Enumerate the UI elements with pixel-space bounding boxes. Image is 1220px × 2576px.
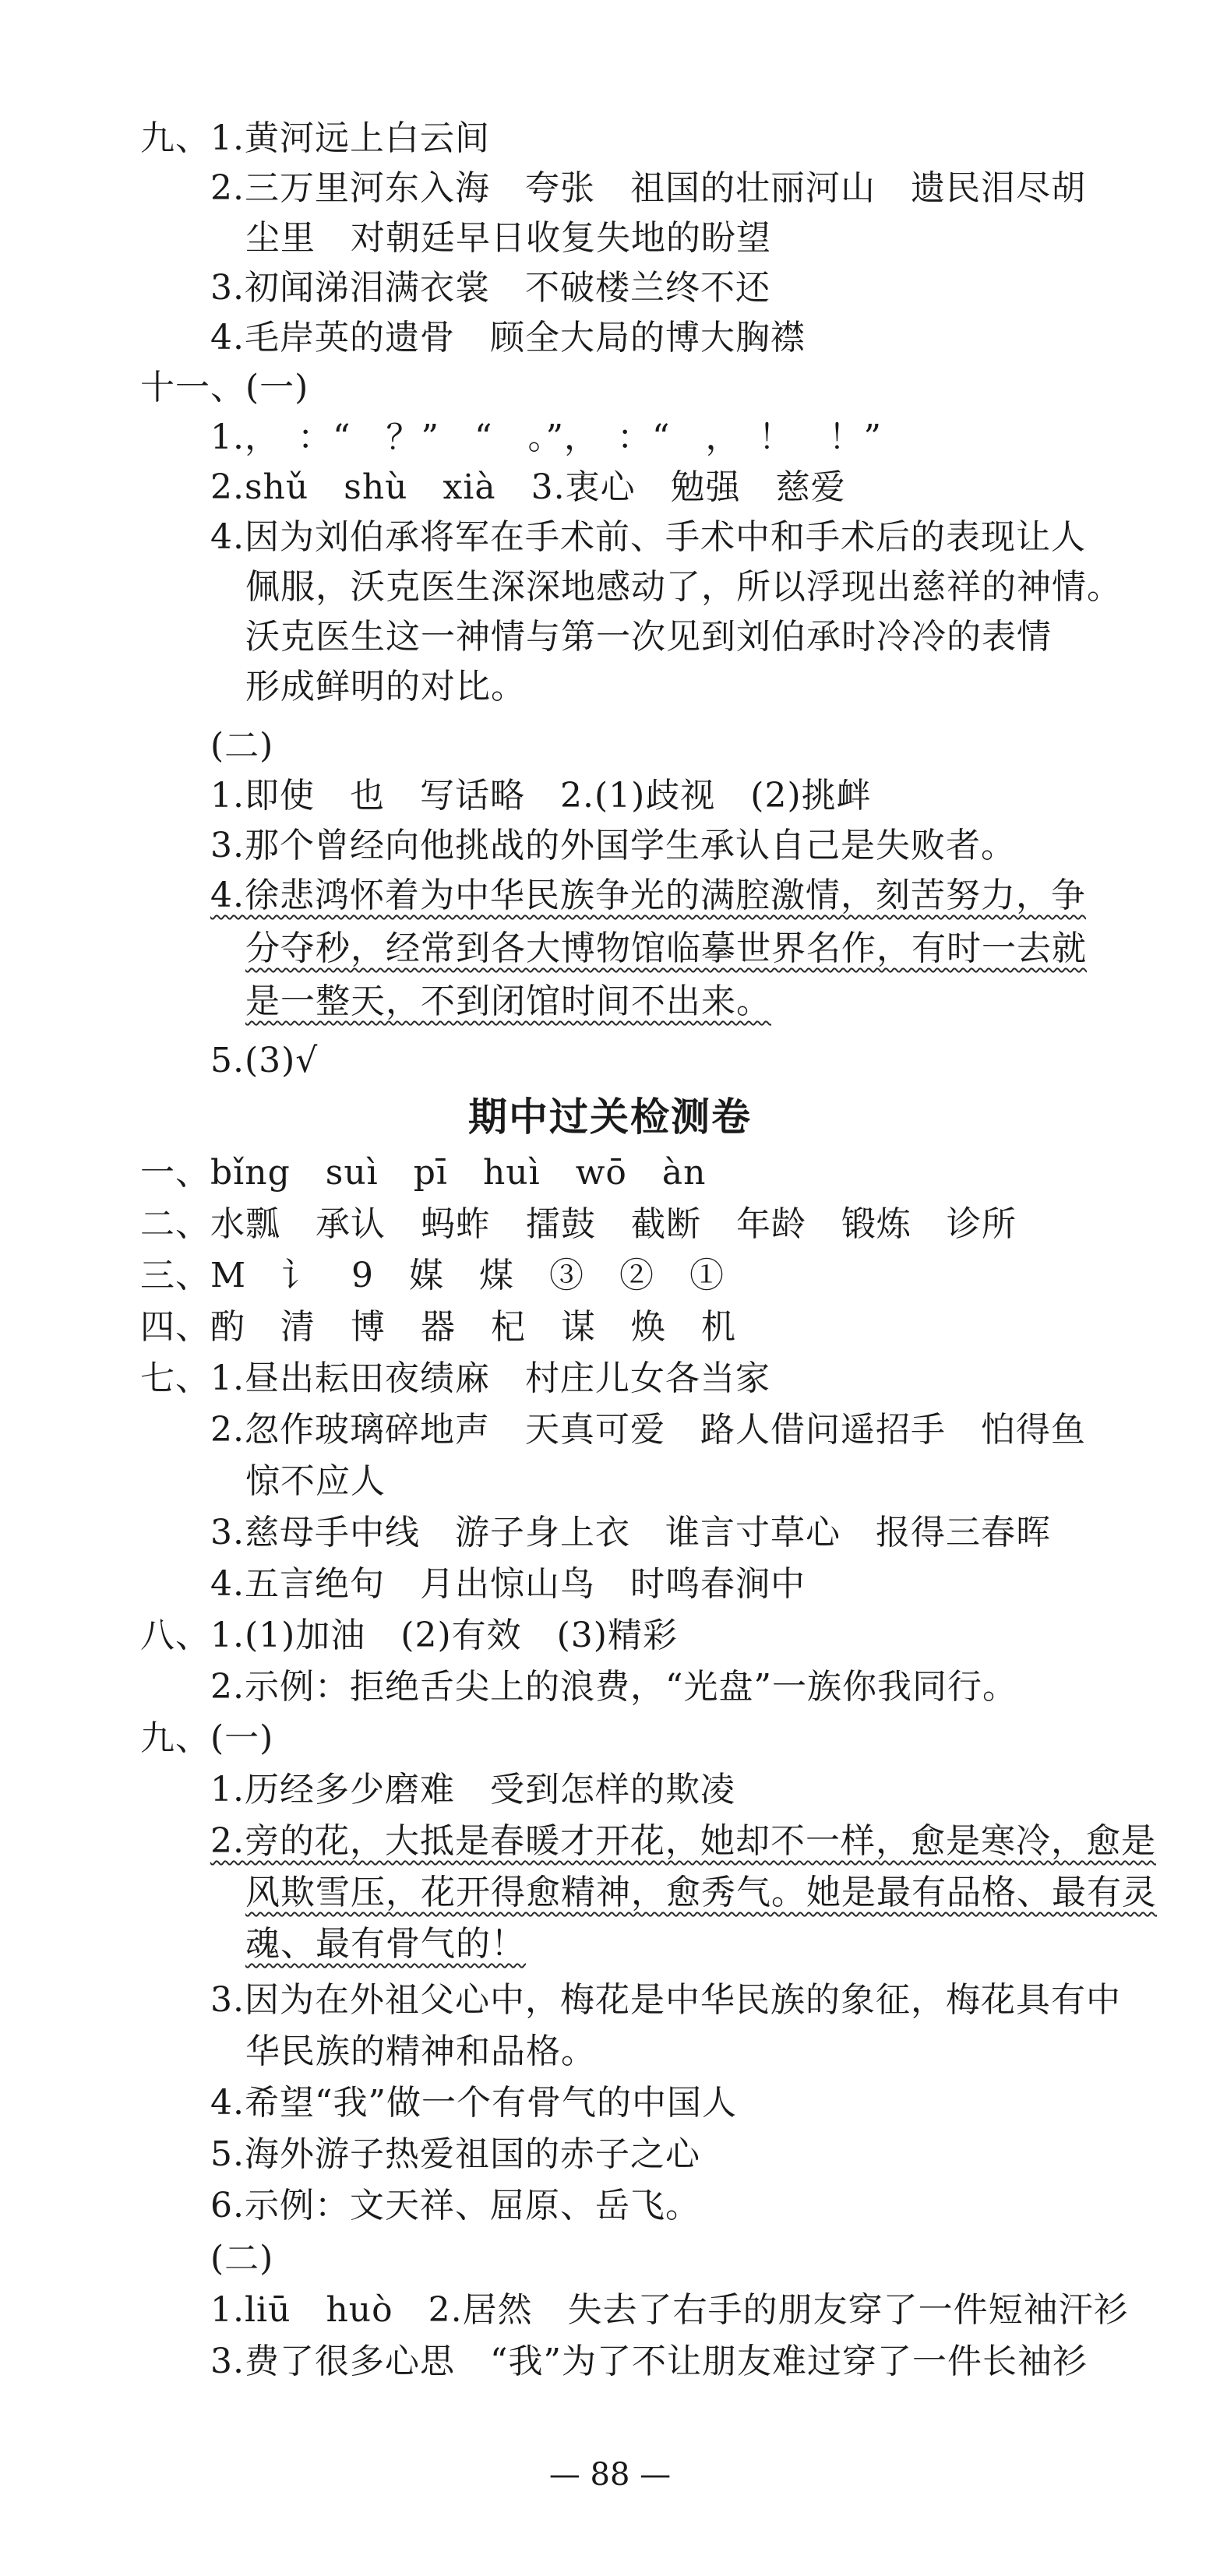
underlined-answer-line: 4.徐悲鸿怀着为中华民族争光的满腔激情，刻苦努力，争 bbox=[210, 876, 1086, 915]
answer-line: 一、bǐng suì pī huì wō àn bbox=[140, 1153, 707, 1193]
answer-line: 2.三万里河东入海 夸张 祖国的壮丽河山 遗民泪尽胡 bbox=[210, 168, 1086, 208]
answer-line: 1.历经多少磨难 受到怎样的欺凌 bbox=[210, 1770, 735, 1810]
answer-line: 3.那个曾经向他挑战的外国学生承认自己是失败者。 bbox=[210, 826, 1016, 865]
exam-title: 期中过关检测卷 bbox=[468, 1094, 752, 1140]
answer-line: 3.费了很多心思 “我”为了不让朋友难过穿了一件长袖衫 bbox=[210, 2342, 1088, 2381]
answer-line: 2.忽作玻璃碎地声 天真可爱 路人借问遥招手 怕得鱼 bbox=[210, 1410, 1086, 1450]
answer-line: 尘里 对朝廷早日收复失地的盼望 bbox=[245, 218, 771, 258]
answer-line: 九、1.黄河远上白云间 bbox=[140, 118, 490, 158]
answer-line: 3.初闻涕泪满衣裳 不破楼兰终不还 bbox=[210, 268, 770, 308]
answer-line: 形成鲜明的对比。 bbox=[245, 667, 526, 707]
answer-line: 3.慈母手中线 游子身上衣 谁言寸草心 报得三春晖 bbox=[210, 1513, 1051, 1552]
answer-line: 1.liū huò 2.居然 失去了右手的朋友穿了一件短袖汗衫 bbox=[210, 2290, 1129, 2330]
answer-line: 八、1.(1)加油 (2)有效 (3)精彩 bbox=[140, 1616, 678, 1655]
answer-line: 三、M 讠 9 媒 煤 ③ ② ① bbox=[140, 1256, 725, 1295]
answer-line: 1.， ：“ ？” “ 。”， ：“ ， ！ ！” bbox=[210, 418, 882, 457]
answer-line: 5.(3)√ bbox=[210, 1041, 319, 1080]
answer-line: 华民族的精神和品格。 bbox=[245, 2032, 596, 2071]
answer-line: 3.因为在外祖父心中，梅花是中华民族的象征，梅花具有中 bbox=[210, 1980, 1121, 2020]
answer-line: 4.毛岸英的遗骨 顾全大局的博大胸襟 bbox=[210, 318, 806, 358]
section-heading: 九、(一) bbox=[140, 1718, 274, 1758]
answer-line: 4.因为刘伯承将军在手术前、手术中和手术后的表现让人 bbox=[210, 517, 1086, 557]
answer-line: 沃克医生这一神情与第一次见到刘伯承时冷冷的表情 bbox=[245, 617, 1052, 657]
answer-line: 七、1.昼出耘田夜绩麻 村庄儿女各当家 bbox=[140, 1358, 770, 1398]
answer-line: 佩服，沃克医生深深地感动了，所以浮现出慈祥的神情。 bbox=[245, 567, 1122, 607]
answer-line: 4.五言绝句 月出惊山鸟 时鸣春涧中 bbox=[210, 1564, 806, 1604]
underlined-answer-line: 分夺秒，经常到各大博物馆临摹世界名作，有时一去就 bbox=[245, 929, 1087, 968]
answer-line: 5.海外游子热爱祖国的赤子之心 bbox=[210, 2134, 700, 2174]
section-heading: (二) bbox=[210, 726, 274, 766]
underlined-answer-line: 风欺雪压，花开得愈精神，愈秀气。她是最有品格、最有灵 bbox=[245, 1873, 1157, 1912]
underlined-answer-line: 2.旁的花，大抵是春暖才开花，她却不一样，愈是寒冷，愈是 bbox=[210, 1821, 1156, 1861]
answer-line: 二、水瓢 承认 蚂蚱 擂鼓 截断 年龄 锻炼 诊所 bbox=[140, 1204, 1017, 1244]
answer-line: 4.希望“我”做一个有骨气的中国人 bbox=[210, 2083, 737, 2123]
section-heading: (二) bbox=[210, 2239, 274, 2278]
answer-line: 2.示例：拒绝舌尖上的浪费，“光盘”一族你我同行。 bbox=[210, 1667, 1017, 1707]
answer-line: 惊不应人 bbox=[245, 1461, 386, 1501]
answer-line: 四、酌 清 博 器 杞 谋 焕 机 bbox=[140, 1307, 736, 1347]
answer-line: 1.即使 也 写话略 2.(1)歧视 (2)挑衅 bbox=[210, 776, 872, 816]
answer-line: 6.示例：文天祥、屈原、岳飞。 bbox=[210, 2186, 700, 2225]
answer-line: 2.shǔ shù xià 3.衷心 勉强 慈爱 bbox=[210, 467, 846, 507]
page-number: — 88 — bbox=[548, 2457, 672, 2493]
underlined-answer-line: 是一整天，不到闭馆时间不出来。 bbox=[245, 981, 771, 1021]
section-heading: 十一、(一) bbox=[140, 368, 309, 407]
underlined-answer-line: 魂、最有骨气的！ bbox=[245, 1924, 526, 1964]
